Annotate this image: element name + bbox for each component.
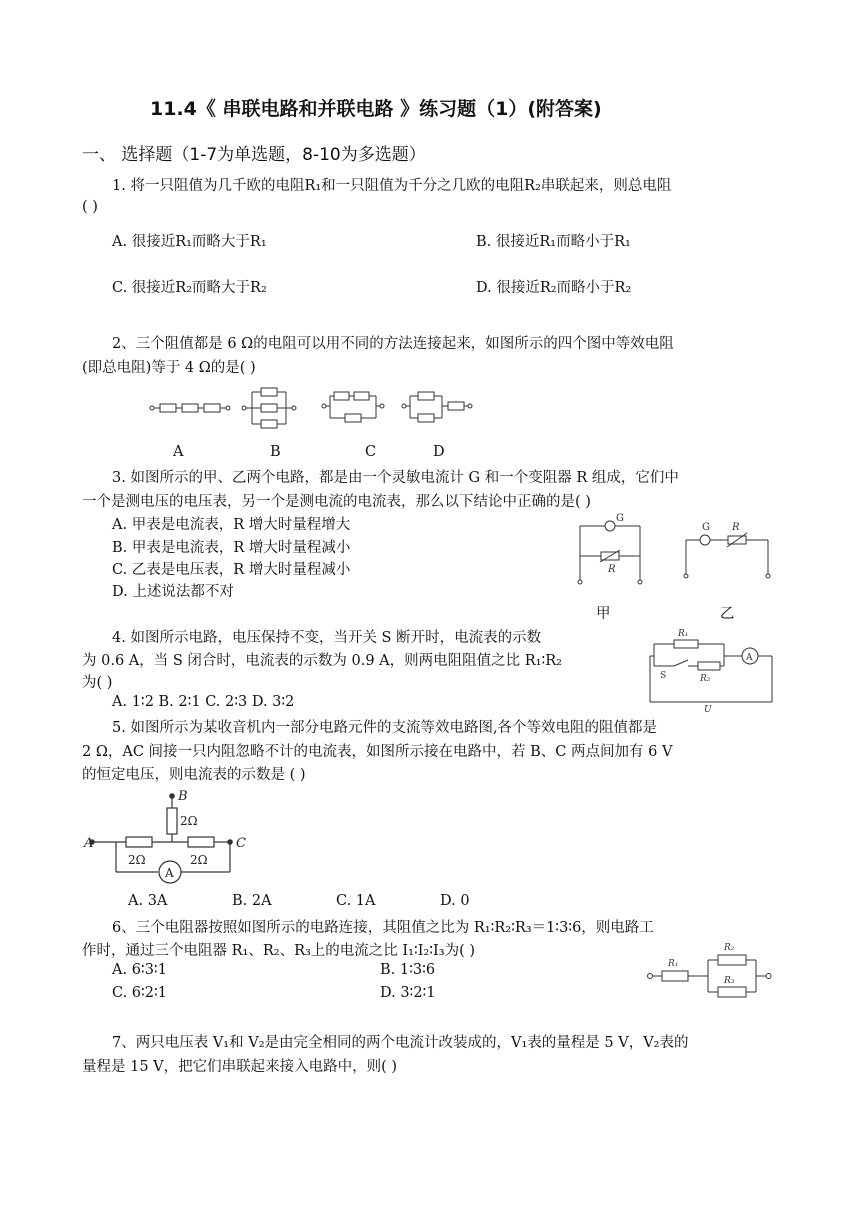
q3-option-c: C. 乙表是电压表，R 增大时量程减小 [112, 562, 351, 578]
q3-stem-line2: 一个是测电压的电压表，另一个是测电流的电流表，那么以下结论中正确的是( ) [82, 494, 591, 510]
q1-stem-line1: 1. 将一只阻值为几千欧的电阻R₁和一只阻值为千分之几欧的电阻R₂串联起来，则总电阻 [112, 178, 672, 194]
q3-option-a: A. 甲表是电流表，R 增大时量程增大 [112, 517, 351, 533]
q6-option-b: B. 1∶3∶6 [380, 962, 436, 978]
q2-label-b: B [270, 444, 281, 460]
q4-stem-line3: 为( ) [82, 675, 113, 691]
q5-fig-node-a: A [84, 836, 94, 851]
q7-stem-line2: 量程是 15 V，把它们串联起来接入电路中，则( ) [82, 1059, 398, 1075]
q4-options: A. 1∶2 B. 2∶1 C. 2∶3 D. 3∶2 [112, 694, 295, 710]
q2-label-d: D [433, 444, 445, 460]
q4-stem-line1: 4. 如图所示电路，电压保持不变，当开关 S 断开时，电流表的示数 [112, 630, 542, 646]
q6-fig-r1-label: R₁ [668, 959, 679, 969]
q1-option-d: D. 很接近R₂而略小于R₂ [476, 280, 632, 296]
q2-label-c: C [365, 444, 377, 460]
q2-stem-line1: 2、三个阻值都是 6 Ω的电阻可以用不同的方法连接起来，如图所示的四个图中等效电阻 [112, 336, 674, 352]
q1-option-c: C. 很接近R₂而略大于R₂ [112, 280, 267, 296]
section-heading: 一、 选择题（1-7为单选题，8-10为多选题） [82, 145, 426, 165]
q5-option-d: D. 0 [440, 893, 470, 909]
q3-fig-caption-yi: 乙 [720, 606, 735, 622]
q6-stem-line1: 6、三个电阻器按照如图所示的电路连接，其阻值之比为 R₁∶R₂∶R₃＝1∶3∶6，则电路工 [112, 920, 654, 936]
q3-fig-r-label-yi: R [732, 522, 740, 533]
q3-fig-g-label-jia: G [616, 513, 624, 524]
q3-circuit-figure [570, 512, 790, 592]
q5-option-a: A. 3A [128, 893, 168, 909]
q6-fig-r3-label: R₃ [724, 976, 735, 986]
q3-stem-line1: 3. 如图所示的甲、乙两个电路，都是由一个灵敏电流计 G 和一个变阻器 R 组成，它们中 [112, 470, 679, 486]
q4-fig-u-label: U [704, 705, 712, 715]
q7-stem-line1: 7、两只电压表 V₁和 V₂是由完全相同的两个电流计改装成的，V₁表的量程是 5 V，V₂表的 [112, 1035, 689, 1051]
q2-label-a: A [173, 444, 184, 460]
q4-fig-s-label: S [660, 671, 667, 681]
q5-stem-line2: 2 Ω，AC 间接一只内阻忽略不计的电流表，如图所示接在电路中，若 B、C 两点间加有 6 V [82, 744, 673, 760]
q5-circuit-figure [84, 784, 264, 888]
q5-stem-line1: 5. 如图所示为某收音机内一部分电路元件的支流等效电路图,各个等效电阻的阻值都是 [112, 720, 658, 736]
page-title: 11.4《 串联电路和并联电路 》练习题（1）(附答案) [150, 98, 602, 120]
q6-option-d: D. 3∶2∶1 [380, 985, 436, 1001]
q3-fig-r-label-jia: R [608, 564, 616, 575]
q4-fig-ammeter-label: A [746, 653, 753, 663]
q5-fig-resistor-label-left: 2Ω [128, 853, 146, 867]
q1-stem-line2: ( ) [82, 199, 98, 215]
q3-option-b: B. 甲表是电流表，R 增大时量程减小 [112, 540, 351, 556]
q6-fig-r2-label: R₂ [724, 943, 735, 953]
q6-option-c: C. 6∶2∶1 [112, 985, 168, 1001]
q4-stem-line2: 为 0.6 A，当 S 闭合时，电流表的示数为 0.9 A，则两电阻阻值之比 R₁∶R₂ [82, 653, 562, 669]
q5-fig-node-b: B [178, 789, 188, 804]
q5-fig-ammeter-label: A [165, 866, 174, 880]
q6-circuit-figure [644, 940, 784, 1004]
q3-fig-caption-jia: 甲 [596, 606, 611, 622]
q6-option-a: A. 6∶3∶1 [112, 962, 167, 978]
q5-option-c: C. 1A [336, 893, 376, 909]
q4-circuit-figure [644, 626, 778, 715]
q3-option-d: D. 上述说法都不对 [112, 584, 234, 600]
q4-fig-r2-label: R₂ [700, 674, 711, 684]
q5-fig-node-c: C [236, 836, 246, 851]
q5-stem-line3: 的恒定电压，则电流表的示数是 ( ) [82, 767, 306, 783]
q3-fig-g-label-yi: G [702, 522, 710, 533]
q4-fig-r1-label: R₁ [678, 629, 689, 639]
q5-option-b: B. 2A [232, 893, 272, 909]
q2-circuit-figure [140, 384, 480, 440]
q5-fig-resistor-label-top: 2Ω [180, 814, 198, 828]
q2-stem-line2: (即总电阻)等于 4 Ω的是( ) [82, 360, 256, 376]
q1-option-a: A. 很接近R₁而略大于R₁ [112, 234, 267, 250]
q6-stem-line2: 作时，通过三个电阻器 R₁、R₂、R₃上的电流之比 I₁∶I₂∶I₃为( ) [82, 943, 475, 959]
q1-option-b: B. 很接近R₁而略小于R₁ [476, 234, 631, 250]
q5-fig-resistor-label-right: 2Ω [190, 853, 208, 867]
